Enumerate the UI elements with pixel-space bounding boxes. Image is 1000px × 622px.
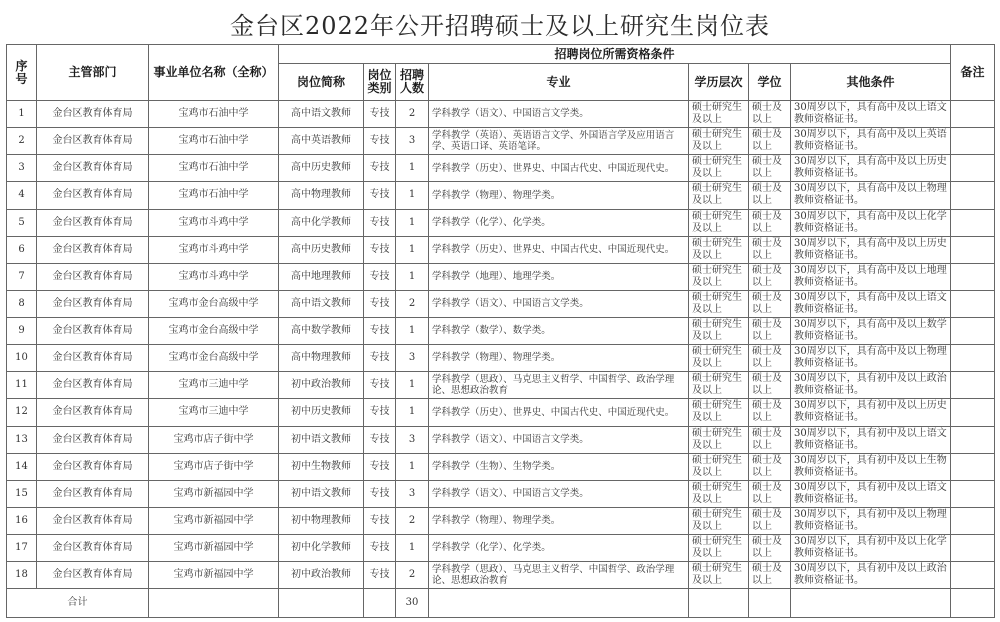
cell-type: 专技 [364,453,396,480]
header-major: 专业 [429,64,689,101]
cell-post: 初中政治教师 [279,372,364,399]
cell-unit: 宝鸡市石油中学 [149,155,279,182]
cell-degree: 硕士及以上 [749,372,791,399]
cell-remark [951,318,995,345]
cell-remark [951,562,995,589]
cell-type: 专技 [364,128,396,155]
header-type: 岗位类别 [364,64,396,101]
cell-edu: 硕士研究生及以上 [689,101,749,128]
cell-major: 学科教学（物理）、物理学类。 [429,507,689,534]
cell-degree: 硕士及以上 [749,236,791,263]
cell-edu: 硕士研究生及以上 [689,182,749,209]
cell-major: 学科教学（英语）、英语语言文学、外国语言学及应用语言学、英语口译、英语笔译。 [429,128,689,155]
cell-count: 3 [396,128,429,155]
cell-unit: 宝鸡市斗鸡中学 [149,209,279,236]
cell-remark [951,290,995,317]
cell-dept: 金台区教育体育局 [37,290,149,317]
cell-edu: 硕士研究生及以上 [689,128,749,155]
cell-count: 1 [396,372,429,399]
cell-degree: 硕士及以上 [749,182,791,209]
cell-major: 学科教学（语文）、中国语言文学类。 [429,290,689,317]
cell-other: 30周岁以下，具有高中及以上语文教师资格证书。 [791,101,951,128]
cell-seq: 17 [7,535,37,562]
cell-edu: 硕士研究生及以上 [689,318,749,345]
cell-other: 30周岁以下，具有高中及以上历史教师资格证书。 [791,155,951,182]
table-row [7,345,995,372]
cell-post: 初中化学教师 [279,535,364,562]
total-count: 30 [396,589,429,618]
cell-degree: 硕士及以上 [749,426,791,453]
cell-count: 1 [396,535,429,562]
header-remark: 备注 [951,45,995,101]
cell-major: 学科教学（地理）、地理学类。 [429,263,689,290]
cell-type: 专技 [364,345,396,372]
table-row [7,290,995,317]
table-row [7,535,995,562]
cell-other: 30周岁以下，具有高中及以上英语教师资格证书。 [791,128,951,155]
cell-major: 学科教学（历史）、世界史、中国古代史、中国近现代史。 [429,399,689,426]
cell-dept: 金台区教育体育局 [37,399,149,426]
table-row [7,507,995,534]
cell-count: 2 [396,101,429,128]
cell-type: 专技 [364,562,396,589]
cell-unit: 宝鸡市石油中学 [149,101,279,128]
cell-major: 学科教学（生物）、生物学类。 [429,453,689,480]
cell-post: 初中语文教师 [279,480,364,507]
cell-other: 30周岁以下，具有初中及以上历史教师资格证书。 [791,399,951,426]
cell-count: 2 [396,507,429,534]
cell-type: 专技 [364,155,396,182]
total-empty [689,589,749,618]
cell-post: 高中历史教师 [279,155,364,182]
table-row [7,128,995,155]
cell-seq: 6 [7,236,37,263]
cell-edu: 硕士研究生及以上 [689,480,749,507]
header-unit: 事业单位名称（全称） [149,45,279,101]
cell-unit: 宝鸡市金台高级中学 [149,318,279,345]
cell-unit: 宝鸡市斗鸡中学 [149,236,279,263]
total-empty [279,589,364,618]
cell-degree: 硕士及以上 [749,345,791,372]
cell-type: 专技 [364,372,396,399]
cell-type: 专技 [364,399,396,426]
cell-post: 高中数学教师 [279,318,364,345]
cell-remark [951,128,995,155]
cell-edu: 硕士研究生及以上 [689,372,749,399]
header-other: 其他条件 [791,64,951,101]
cell-unit: 宝鸡市金台高级中学 [149,290,279,317]
cell-major: 学科教学（化学）、化学类。 [429,535,689,562]
table-row [7,399,995,426]
cell-degree: 硕士及以上 [749,453,791,480]
cell-type: 专技 [364,263,396,290]
cell-count: 1 [396,209,429,236]
cell-unit: 宝鸡市三迪中学 [149,372,279,399]
cell-remark [951,155,995,182]
cell-unit: 宝鸡市斗鸡中学 [149,263,279,290]
cell-major: 学科教学（物理）、物理学类。 [429,345,689,372]
cell-major: 学科教学（思政）、马克思主义哲学、中国哲学、政治学理论、思想政治教育 [429,372,689,399]
cell-edu: 硕士研究生及以上 [689,453,749,480]
cell-seq: 18 [7,562,37,589]
cell-degree: 硕士及以上 [749,507,791,534]
cell-other: 30周岁以下，具有初中及以上语文教师资格证书。 [791,480,951,507]
cell-dept: 金台区教育体育局 [37,318,149,345]
cell-seq: 13 [7,426,37,453]
cell-dept: 金台区教育体育局 [37,453,149,480]
header-degree: 学位 [749,64,791,101]
cell-edu: 硕士研究生及以上 [689,426,749,453]
cell-post: 高中英语教师 [279,128,364,155]
cell-remark [951,182,995,209]
cell-dept: 金台区教育体育局 [37,155,149,182]
cell-major: 学科教学（历史）、世界史、中国古代史、中国近现代史。 [429,236,689,263]
table-row [7,209,995,236]
cell-count: 1 [396,236,429,263]
cell-seq: 12 [7,399,37,426]
cell-unit: 宝鸡市石油中学 [149,182,279,209]
cell-count: 1 [396,155,429,182]
cell-dept: 金台区教育体育局 [37,182,149,209]
table-body [7,101,995,618]
cell-degree: 硕士及以上 [749,535,791,562]
cell-seq: 7 [7,263,37,290]
cell-type: 专技 [364,290,396,317]
cell-other: 30周岁以下，具有初中及以上政治教师资格证书。 [791,372,951,399]
cell-edu: 硕士研究生及以上 [689,507,749,534]
cell-edu: 硕士研究生及以上 [689,535,749,562]
cell-type: 专技 [364,426,396,453]
cell-other: 30周岁以下，具有高中及以上语文教师资格证书。 [791,290,951,317]
cell-other: 30周岁以下，具有高中及以上化学教师资格证书。 [791,209,951,236]
cell-degree: 硕士及以上 [749,209,791,236]
cell-edu: 硕士研究生及以上 [689,209,749,236]
cell-other: 30周岁以下，具有高中及以上物理教师资格证书。 [791,182,951,209]
cell-dept: 金台区教育体育局 [37,372,149,399]
table-row [7,453,995,480]
table-row [7,372,995,399]
cell-remark [951,507,995,534]
total-empty [951,589,995,618]
cell-unit: 宝鸡市新福园中学 [149,507,279,534]
total-empty [149,589,279,618]
cell-seq: 2 [7,128,37,155]
cell-degree: 硕士及以上 [749,155,791,182]
cell-seq: 8 [7,290,37,317]
cell-major: 学科教学（语文）、中国语言文学类。 [429,426,689,453]
header-dept: 主管部门 [37,45,149,101]
cell-remark [951,480,995,507]
table-row [7,263,995,290]
cell-degree: 硕士及以上 [749,399,791,426]
cell-remark [951,535,995,562]
header-count: 招聘人数 [396,64,429,101]
cell-count: 1 [396,453,429,480]
cell-unit: 宝鸡市金台高级中学 [149,345,279,372]
cell-type: 专技 [364,507,396,534]
cell-seq: 4 [7,182,37,209]
cell-post: 高中化学教师 [279,209,364,236]
table-row [7,426,995,453]
cell-other: 30周岁以下，具有初中及以上语文教师资格证书。 [791,426,951,453]
cell-edu: 硕士研究生及以上 [689,562,749,589]
cell-type: 专技 [364,101,396,128]
cell-other: 30周岁以下，具有高中及以上数学教师资格证书。 [791,318,951,345]
cell-count: 3 [396,345,429,372]
cell-post: 高中物理教师 [279,345,364,372]
total-label: 合计 [7,589,149,618]
total-row [7,589,995,618]
table-row [7,562,995,589]
cell-other: 30周岁以下，具有初中及以上物理教师资格证书。 [791,507,951,534]
cell-remark [951,399,995,426]
cell-type: 专技 [364,535,396,562]
cell-type: 专技 [364,480,396,507]
cell-other: 30周岁以下，具有初中及以上化学教师资格证书。 [791,535,951,562]
table-row [7,182,995,209]
cell-count: 2 [396,562,429,589]
cell-remark [951,345,995,372]
cell-type: 专技 [364,209,396,236]
header-post: 岗位简称 [279,64,364,101]
cell-edu: 硕士研究生及以上 [689,399,749,426]
header-edu: 学历层次 [689,64,749,101]
cell-type: 专技 [364,182,396,209]
total-empty [749,589,791,618]
cell-seq: 1 [7,101,37,128]
cell-remark [951,101,995,128]
cell-degree: 硕士及以上 [749,562,791,589]
cell-post: 初中政治教师 [279,562,364,589]
cell-dept: 金台区教育体育局 [37,562,149,589]
cell-post: 高中历史教师 [279,236,364,263]
cell-dept: 金台区教育体育局 [37,101,149,128]
cell-remark [951,209,995,236]
cell-dept: 金台区教育体育局 [37,128,149,155]
cell-edu: 硕士研究生及以上 [689,290,749,317]
cell-degree: 硕士及以上 [749,128,791,155]
cell-remark [951,263,995,290]
cell-major: 学科教学（数学）、数学类。 [429,318,689,345]
cell-dept: 金台区教育体育局 [37,209,149,236]
cell-seq: 10 [7,345,37,372]
table-row [7,318,995,345]
cell-seq: 14 [7,453,37,480]
cell-count: 1 [396,263,429,290]
cell-post: 高中语文教师 [279,101,364,128]
cell-type: 专技 [364,318,396,345]
total-empty [364,589,396,618]
cell-edu: 硕士研究生及以上 [689,155,749,182]
cell-remark [951,372,995,399]
cell-unit: 宝鸡市店子街中学 [149,453,279,480]
cell-major: 学科教学（语文）、中国语言文学类。 [429,480,689,507]
cell-remark [951,453,995,480]
cell-dept: 金台区教育体育局 [37,535,149,562]
cell-major: 学科教学（物理）、物理学类。 [429,182,689,209]
cell-count: 1 [396,182,429,209]
cell-post: 高中语文教师 [279,290,364,317]
cell-degree: 硕士及以上 [749,290,791,317]
cell-count: 1 [396,399,429,426]
table-row [7,101,995,128]
cell-dept: 金台区教育体育局 [37,236,149,263]
header-group: 招聘岗位所需资格条件 [279,45,951,64]
cell-count: 1 [396,318,429,345]
cell-dept: 金台区教育体育局 [37,426,149,453]
cell-post: 初中历史教师 [279,399,364,426]
cell-major: 学科教学（思政）、马克思主义哲学、中国哲学、政治学理论、思想政治教育 [429,562,689,589]
cell-dept: 金台区教育体育局 [37,345,149,372]
cell-other: 30周岁以下，具有初中及以上生物教师资格证书。 [791,453,951,480]
cell-seq: 5 [7,209,37,236]
cell-degree: 硕士及以上 [749,101,791,128]
cell-dept: 金台区教育体育局 [37,480,149,507]
cell-degree: 硕士及以上 [749,480,791,507]
cell-major: 学科教学（历史）、世界史、中国古代史、中国近现代史。 [429,155,689,182]
cell-unit: 宝鸡市新福园中学 [149,562,279,589]
cell-degree: 硕士及以上 [749,318,791,345]
cell-post: 初中语文教师 [279,426,364,453]
cell-major: 学科教学（化学）、化学类。 [429,209,689,236]
cell-unit: 宝鸡市石油中学 [149,128,279,155]
cell-remark [951,236,995,263]
cell-other: 30周岁以下，具有初中及以上政治教师资格证书。 [791,562,951,589]
table-header [7,45,995,101]
cell-unit: 宝鸡市三迪中学 [149,399,279,426]
cell-count: 3 [396,480,429,507]
page-title: 金台区2022年公开招聘硕士及以上研究生岗位表 [229,12,771,40]
cell-post: 高中物理教师 [279,182,364,209]
cell-edu: 硕士研究生及以上 [689,236,749,263]
cell-seq: 16 [7,507,37,534]
table-row [7,480,995,507]
cell-count: 3 [396,426,429,453]
cell-dept: 金台区教育体育局 [37,263,149,290]
cell-seq: 9 [7,318,37,345]
cell-edu: 硕士研究生及以上 [689,345,749,372]
cell-unit: 宝鸡市新福园中学 [149,480,279,507]
table-row [7,236,995,263]
recruitment-table [6,44,995,618]
header-seq: 序号 [7,45,37,101]
cell-post: 初中生物教师 [279,453,364,480]
total-empty [791,589,951,618]
cell-edu: 硕士研究生及以上 [689,263,749,290]
cell-post: 高中地理教师 [279,263,364,290]
cell-seq: 15 [7,480,37,507]
cell-unit: 宝鸡市新福园中学 [149,535,279,562]
total-empty [429,589,689,618]
cell-degree: 硕士及以上 [749,263,791,290]
cell-major: 学科教学（语文）、中国语言文学类。 [429,101,689,128]
cell-other: 30周岁以下，具有高中及以上地理教师资格证书。 [791,263,951,290]
table-row [7,155,995,182]
cell-unit: 宝鸡市店子街中学 [149,426,279,453]
cell-seq: 11 [7,372,37,399]
cell-type: 专技 [364,236,396,263]
cell-remark [951,426,995,453]
cell-dept: 金台区教育体育局 [37,507,149,534]
cell-seq: 3 [7,155,37,182]
cell-other: 30周岁以下，具有高中及以上历史教师资格证书。 [791,236,951,263]
cell-count: 2 [396,290,429,317]
cell-post: 初中物理教师 [279,507,364,534]
cell-other: 30周岁以下，具有高中及以上物理教师资格证书。 [791,345,951,372]
